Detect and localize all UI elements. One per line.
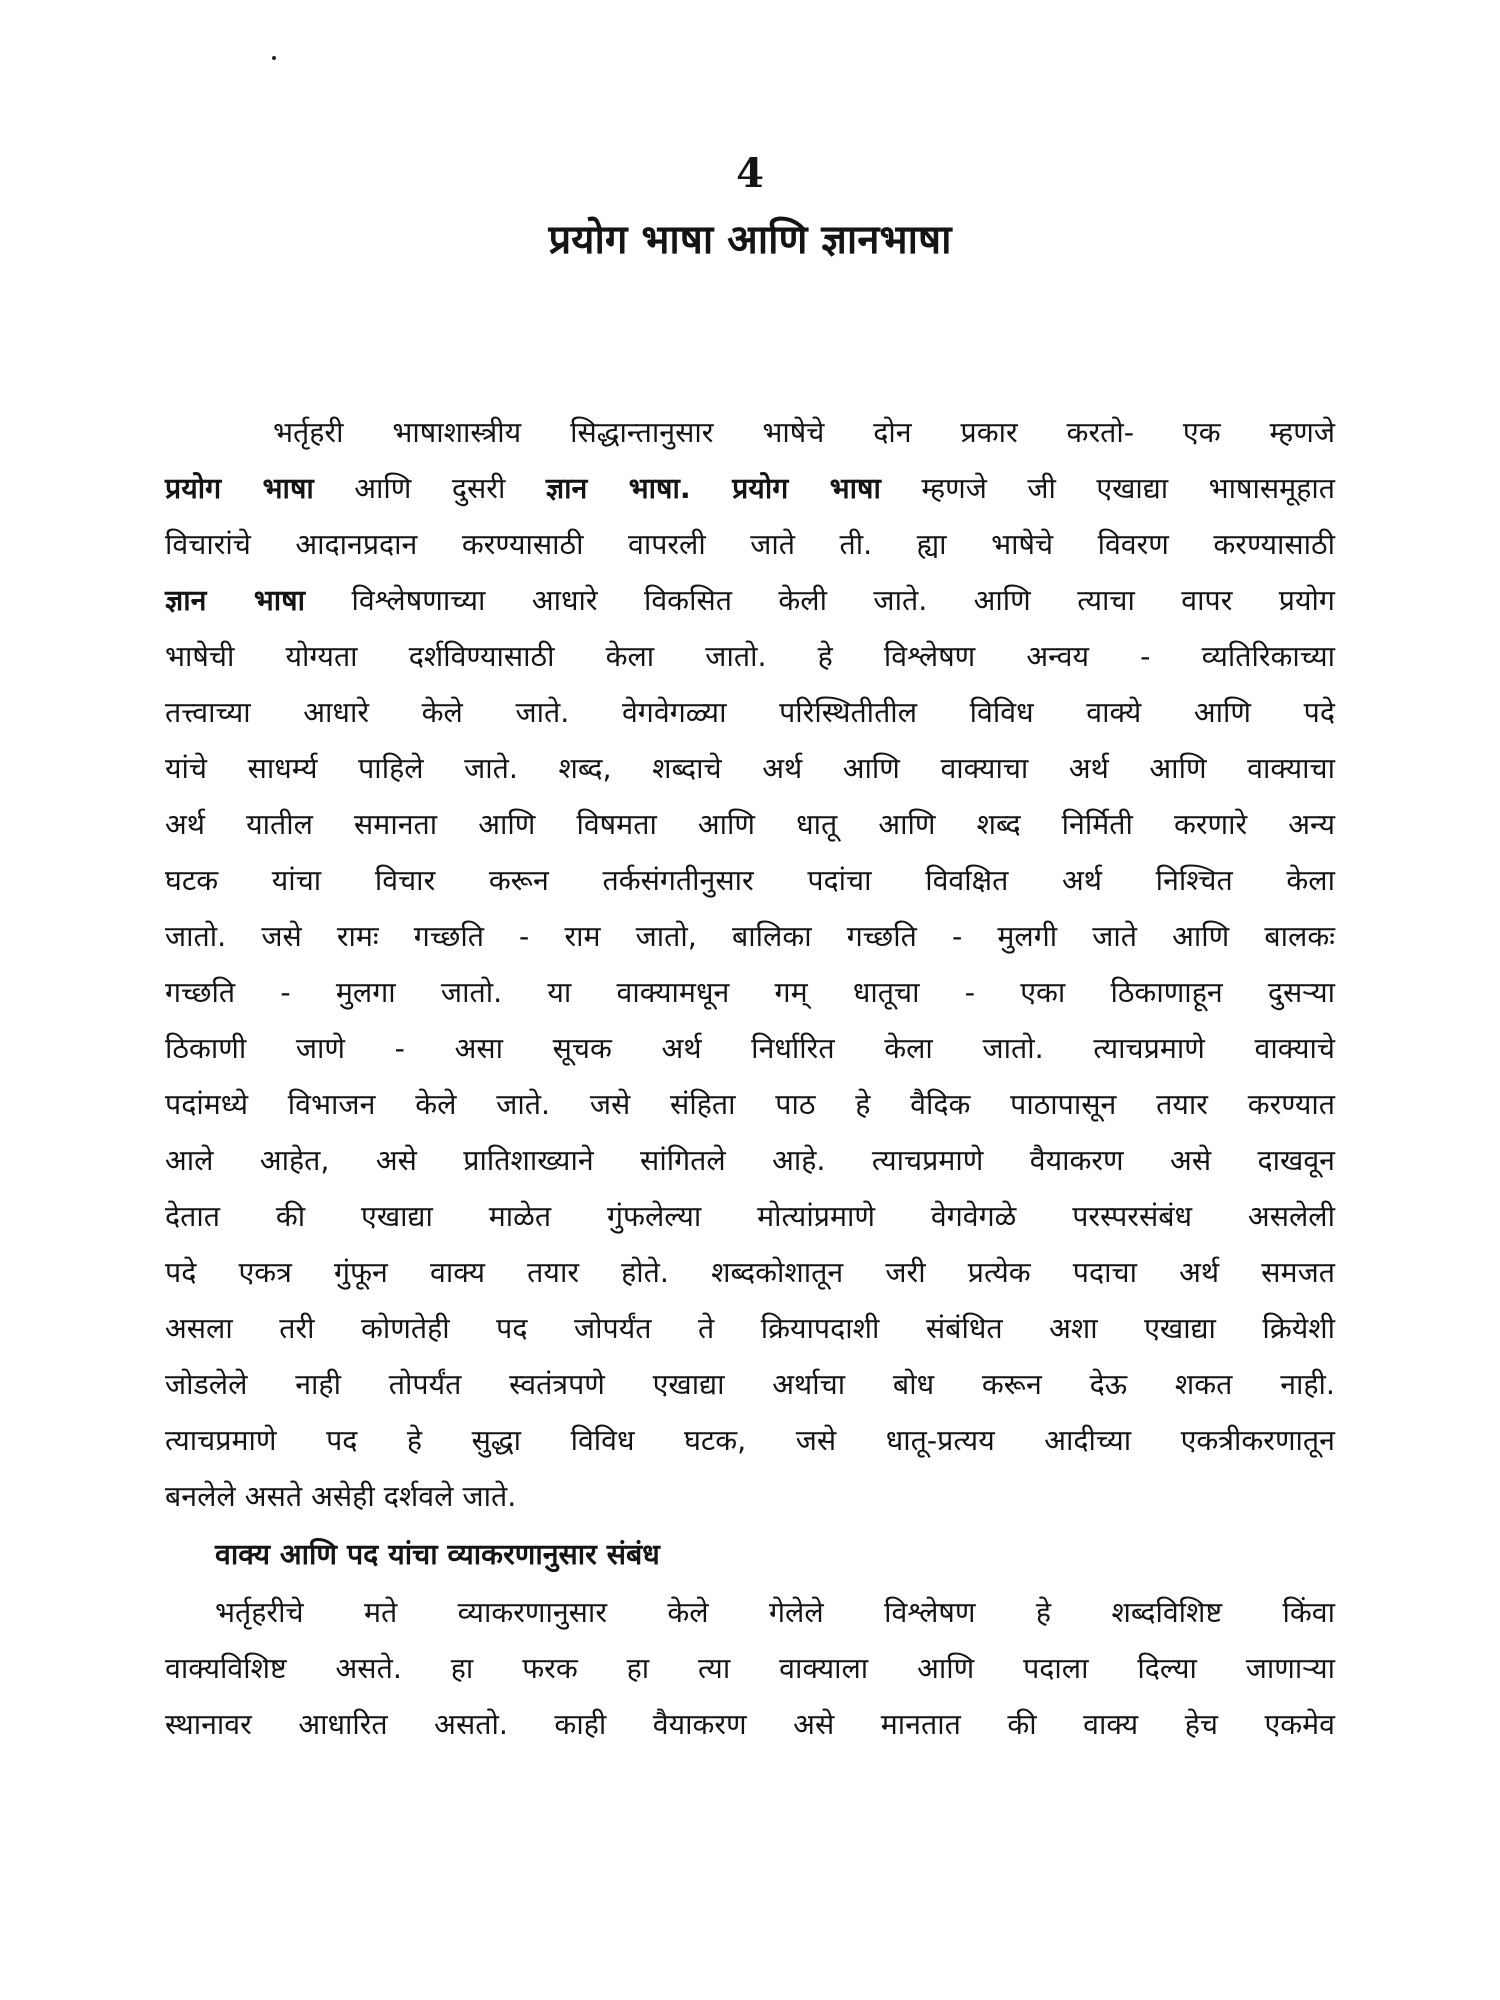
section-heading: वाक्य आणि पद यांचा व्याकरणानुसार संबंध	[215, 1538, 660, 1571]
text-span: विश्लेषणाच्या आधारे विकसित केली जाते. आणि त्याचा वापर प्रयोग	[305, 584, 1335, 617]
bold-term: प्रयोग भाषा	[165, 472, 314, 505]
p1-line: अर्थ यातील समानता आणि विषमता आणि धातू आणि शब्द निर्मिती करणारे अन्य	[165, 808, 1335, 841]
p1-line: तत्त्वाच्या आधारे केले जाते. वेगवेगळ्या परिस्थितीतील विविध वाक्ये आणि पदे	[165, 696, 1335, 729]
p2-line: स्थानावर आधारित असतो. काही वैयाकरण असे मानतात की वाक्य हेच एकमेव	[165, 1708, 1335, 1741]
p1-line: असला तरी कोणतेही पद जोपर्यंत ते क्रियापदाशी संबंधित अशा एखाद्या क्रियेशी	[165, 1312, 1335, 1345]
scan-speck	[272, 56, 276, 60]
p1-line: पदांमध्ये विभाजन केले जाते. जसे संहिता पाठ हे वैदिक पाठापासून तयार करण्यात	[165, 1088, 1335, 1121]
p2-line: भर्तृहरीचे मते व्याकरणानुसार केले गेलेले विश्लेषण हे शब्दविशिष्ट किंवा	[215, 1596, 1335, 1629]
p1-line: यांचे साधर्म्य पाहिले जाते. शब्द, शब्दाचे अर्थ आणि वाक्याचा अर्थ आणि वाक्याचा	[165, 752, 1335, 785]
p1-line: जोडलेले नाही तोपर्यंत स्वतंत्रपणे एखाद्या अर्थाचा बोध करून देऊ शकत नाही.	[165, 1368, 1335, 1401]
text-span: म्हणजे जी एखाद्या भाषासमूहात	[880, 472, 1335, 505]
p1-line: आले आहेत, असे प्रातिशाख्याने सांगितले आहे. त्याचप्रमाणे वैयाकरण असे दाखवून	[165, 1144, 1335, 1177]
p1-line: भर्तृहरी भाषाशास्त्रीय सिद्धान्तानुसार भाषेचे दोन प्रकार करतो- एक म्हणजे	[273, 416, 1335, 449]
p1-line	[165, 461, 1335, 517]
p1-line: देतात की एखाद्या माळेत गुंफलेल्या मोत्यांप्रमाणे वेगवेगळे परस्परसंबंध असलेली	[165, 1200, 1335, 1233]
p1-line: गच्छति - मुलगा जातो. या वाक्यामधून गम् धातूचा - एका ठिकाणाहून दुसऱ्या	[165, 976, 1335, 1009]
body-text	[165, 405, 1335, 1753]
chapter-title: प्रयोग भाषा आणि ज्ञानभाषा	[548, 217, 952, 263]
p1-line: त्याचप्रमाणे पद हे सुद्धा विविध घटक, जसे धातू-प्रत्यय आदीच्या एकत्रीकरणातून	[165, 1424, 1335, 1457]
p1-line: बनलेले असते असेही दर्शवले जाते.	[165, 1480, 517, 1513]
p1-line: ठिकाणी जाणे - असा सूचक अर्थ निर्धारित केला जातो. त्याचप्रमाणे वाक्याचे	[165, 1032, 1335, 1065]
chapter-number: 4	[736, 150, 764, 197]
p2-line: वाक्यविशिष्ट असते. हा फरक हा त्या वाक्याला आणि पदाला दिल्या जाणाऱ्या	[165, 1652, 1335, 1685]
p1-line: पदे एकत्र गुंफून वाक्य तयार होते. शब्दकोशातून जरी प्रत्येक पदाचा अर्थ समजत	[165, 1256, 1335, 1289]
p1-line	[165, 573, 1335, 629]
p1-line: भाषेची योग्यता दर्शविण्यासाठी केला जातो. हे विश्लेषण अन्वय - व्यतिरिकाच्या	[165, 640, 1335, 673]
bold-term: ज्ञान भाषा	[165, 584, 306, 617]
text-span: आणि दुसरी	[313, 472, 546, 505]
p1-line: विचारांचे आदानप्रदान करण्यासाठी वापरली जाते ती. ह्या भाषेचे विवरण करण्यासाठी	[165, 528, 1335, 561]
p1-line: घटक यांचा विचार करून तर्कसंगतीनुसार पदांचा विवक्षित अर्थ निश्चित केला	[165, 864, 1335, 897]
bold-term: ज्ञान भाषा. प्रयोग भाषा	[545, 472, 881, 505]
p1-line: जातो. जसे रामः गच्छति - राम जातो, बालिका गच्छति - मुलगी जाते आणि बालकः	[165, 920, 1335, 953]
